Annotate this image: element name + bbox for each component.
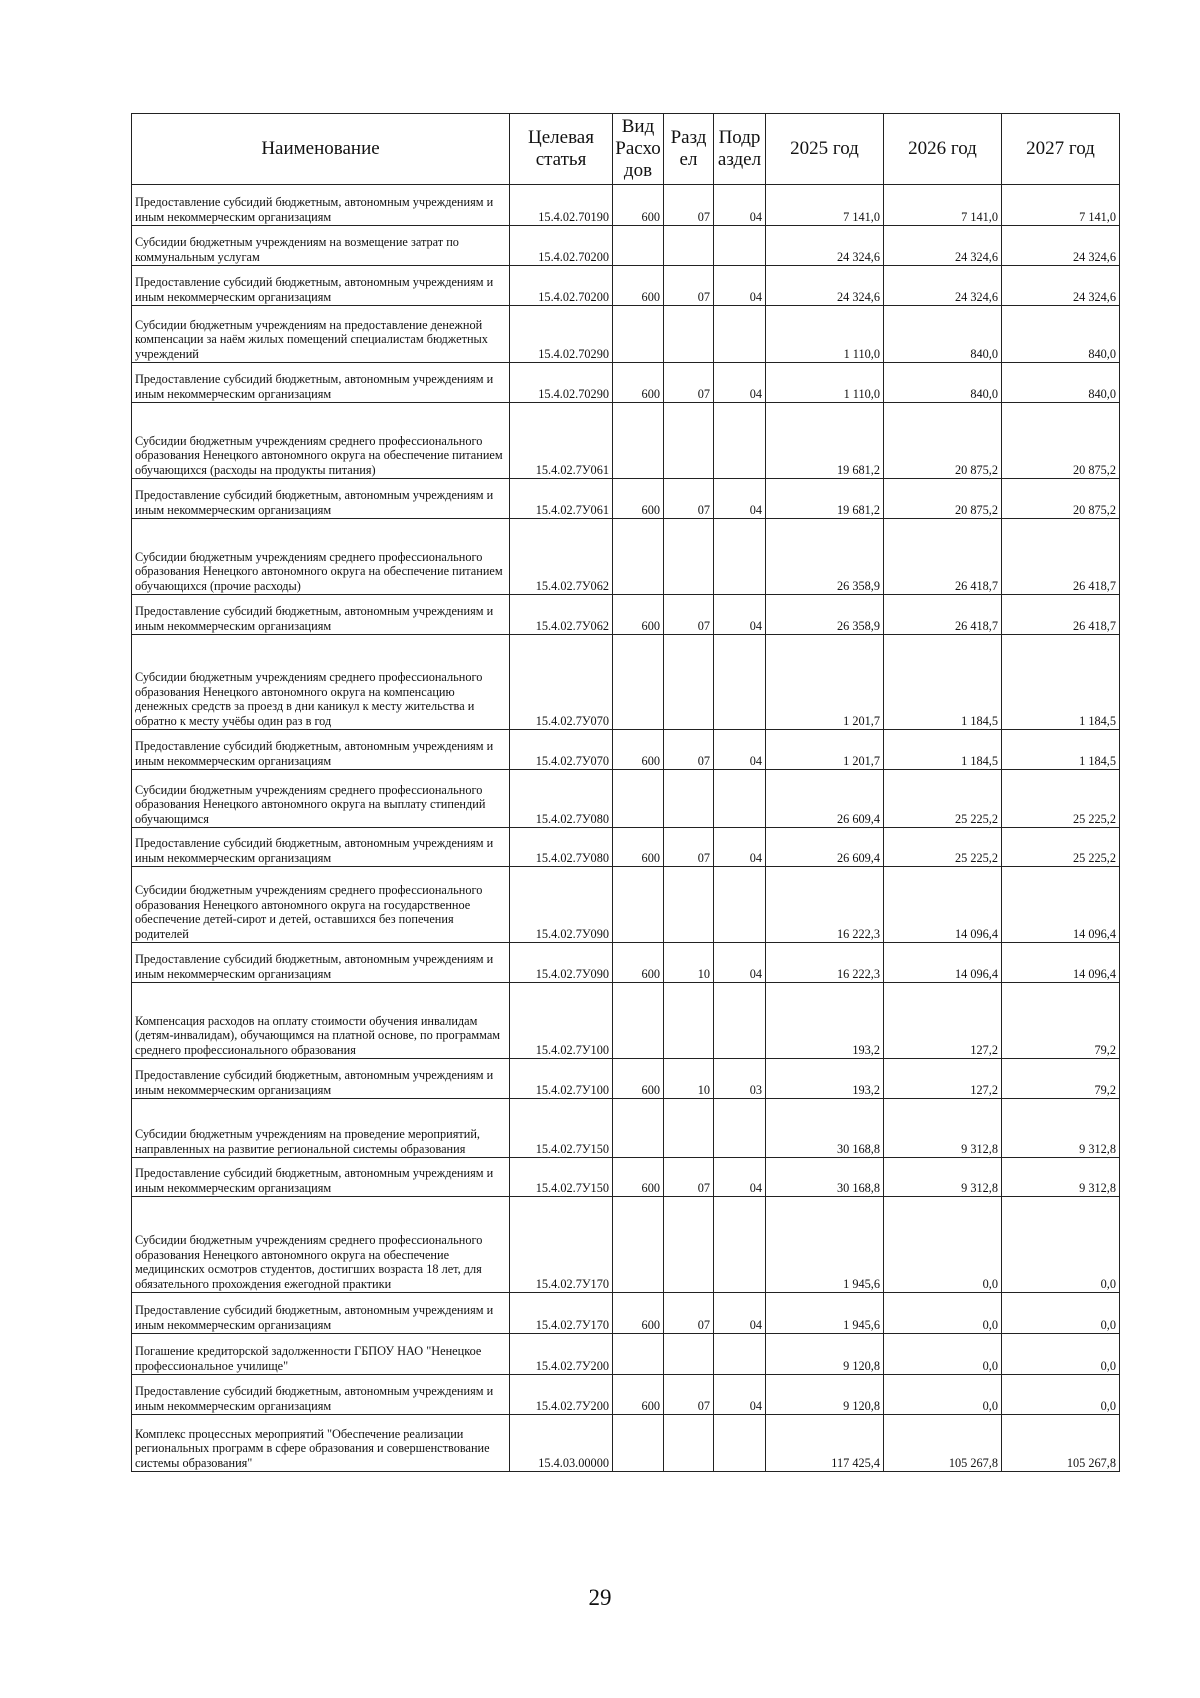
header-expense-type: Вид Расхо дов xyxy=(613,114,664,185)
table-row xyxy=(132,306,1120,363)
cell-expense-type xyxy=(613,770,664,828)
page-number: 29 xyxy=(588,1585,612,1610)
cell-subsection xyxy=(714,635,766,730)
cell-target-article: 15.4.02.7У080 xyxy=(510,770,613,828)
cell-subsection xyxy=(714,519,766,595)
cell-target-article: 15.4.02.7У100 xyxy=(510,1059,613,1099)
cell-year-2025: 26 358,9 xyxy=(766,595,884,635)
cell-section xyxy=(664,983,714,1059)
cell-year-2026: 20 875,2 xyxy=(884,403,1002,479)
cell-name: Предоставление субсидий бюджетным, автономным учреждениям и иным некоммерческим организациям xyxy=(132,266,510,306)
cell-year-2026: 14 096,4 xyxy=(884,867,1002,943)
cell-expense-type xyxy=(613,983,664,1059)
cell-year-2027: 7 141,0 xyxy=(1002,185,1120,226)
header-year-2025: 2025 год xyxy=(766,114,884,185)
cell-year-2026: 1 184,5 xyxy=(884,635,1002,730)
cell-target-article: 15.4.02.7У090 xyxy=(510,867,613,943)
cell-name: Предоставление субсидий бюджетным, автономным учреждениям и иным некоммерческим организациям xyxy=(132,828,510,867)
cell-year-2026: 840,0 xyxy=(884,363,1002,403)
table-body xyxy=(132,185,1120,1472)
cell-year-2025: 1 201,7 xyxy=(766,730,884,770)
cell-target-article: 15.4.02.7У100 xyxy=(510,983,613,1059)
table-header-row xyxy=(132,114,1120,185)
cell-name: Предоставление субсидий бюджетным, автономным учреждениям и иным некоммерческим организациям xyxy=(132,185,510,226)
cell-year-2026: 25 225,2 xyxy=(884,770,1002,828)
table-row xyxy=(132,266,1120,306)
cell-year-2027: 24 324,6 xyxy=(1002,266,1120,306)
cell-year-2026: 0,0 xyxy=(884,1293,1002,1334)
cell-name: Предоставление субсидий бюджетным, автономным учреждениям и иным некоммерческим организациям xyxy=(132,1158,510,1197)
table-row xyxy=(132,1099,1120,1158)
table-row xyxy=(132,1334,1120,1375)
cell-year-2027: 79,2 xyxy=(1002,1059,1120,1099)
cell-year-2026: 1 184,5 xyxy=(884,730,1002,770)
cell-subsection: 04 xyxy=(714,595,766,635)
cell-section: 07 xyxy=(664,479,714,519)
cell-expense-type xyxy=(613,1334,664,1375)
cell-expense-type: 600 xyxy=(613,479,664,519)
cell-year-2025: 1 201,7 xyxy=(766,635,884,730)
cell-year-2025: 1 945,6 xyxy=(766,1197,884,1293)
table-row xyxy=(132,479,1120,519)
cell-section: 10 xyxy=(664,1059,714,1099)
cell-subsection xyxy=(714,306,766,363)
cell-year-2027: 1 184,5 xyxy=(1002,635,1120,730)
cell-target-article: 15.4.02.7У170 xyxy=(510,1293,613,1334)
header-year-2026: 2026 год xyxy=(884,114,1002,185)
cell-section: 07 xyxy=(664,185,714,226)
cell-section xyxy=(664,1197,714,1293)
cell-target-article: 15.4.02.7У070 xyxy=(510,635,613,730)
cell-year-2027: 14 096,4 xyxy=(1002,943,1120,983)
cell-name: Предоставление субсидий бюджетным, автономным учреждениям и иным некоммерческим организациям xyxy=(132,1375,510,1415)
cell-year-2026: 24 324,6 xyxy=(884,266,1002,306)
cell-subsection xyxy=(714,867,766,943)
cell-subsection: 04 xyxy=(714,730,766,770)
table-row xyxy=(132,1293,1120,1334)
cell-subsection: 04 xyxy=(714,1293,766,1334)
cell-year-2026: 9 312,8 xyxy=(884,1099,1002,1158)
cell-year-2025: 26 609,4 xyxy=(766,770,884,828)
cell-target-article: 15.4.02.7У062 xyxy=(510,519,613,595)
cell-year-2025: 9 120,8 xyxy=(766,1375,884,1415)
cell-year-2027: 105 267,8 xyxy=(1002,1415,1120,1472)
cell-section: 07 xyxy=(664,1158,714,1197)
header-subsection: Подр аздел xyxy=(714,114,766,185)
cell-year-2027: 840,0 xyxy=(1002,306,1120,363)
table-row xyxy=(132,943,1120,983)
table-row xyxy=(132,867,1120,943)
cell-expense-type xyxy=(613,306,664,363)
cell-target-article: 15.4.02.70200 xyxy=(510,266,613,306)
cell-subsection: 04 xyxy=(714,1375,766,1415)
cell-name: Субсидии бюджетным учреждениям среднего профессионального образования Ненецкого автономного округа на государственное обеспечение детей-сирот и детей, оставшихся без попечения родителей xyxy=(132,867,510,943)
table-row xyxy=(132,770,1120,828)
cell-year-2027: 20 875,2 xyxy=(1002,403,1120,479)
header-target-article: Целевая статья xyxy=(510,114,613,185)
cell-section xyxy=(664,635,714,730)
cell-year-2027: 9 312,8 xyxy=(1002,1158,1120,1197)
cell-year-2026: 840,0 xyxy=(884,306,1002,363)
table-row xyxy=(132,730,1120,770)
cell-expense-type: 600 xyxy=(613,943,664,983)
cell-year-2027: 0,0 xyxy=(1002,1334,1120,1375)
cell-year-2026: 26 418,7 xyxy=(884,519,1002,595)
cell-subsection xyxy=(714,770,766,828)
cell-section: 10 xyxy=(664,943,714,983)
cell-target-article: 15.4.02.7У062 xyxy=(510,595,613,635)
cell-year-2025: 30 168,8 xyxy=(766,1099,884,1158)
header-year-2027: 2027 год xyxy=(1002,114,1120,185)
cell-target-article: 15.4.02.7У090 xyxy=(510,943,613,983)
cell-year-2027: 26 418,7 xyxy=(1002,519,1120,595)
cell-subsection: 03 xyxy=(714,1059,766,1099)
cell-subsection xyxy=(714,1334,766,1375)
cell-subsection: 04 xyxy=(714,943,766,983)
cell-section xyxy=(664,226,714,266)
header-section: Разд ел xyxy=(664,114,714,185)
cell-target-article: 15.4.02.70200 xyxy=(510,226,613,266)
cell-section: 07 xyxy=(664,1293,714,1334)
cell-year-2026: 25 225,2 xyxy=(884,828,1002,867)
cell-year-2026: 20 875,2 xyxy=(884,479,1002,519)
cell-year-2027: 0,0 xyxy=(1002,1293,1120,1334)
cell-target-article: 15.4.02.7У200 xyxy=(510,1334,613,1375)
cell-section: 07 xyxy=(664,730,714,770)
table-row xyxy=(132,403,1120,479)
cell-year-2027: 14 096,4 xyxy=(1002,867,1120,943)
cell-target-article: 15.4.02.7У080 xyxy=(510,828,613,867)
cell-name: Предоставление субсидий бюджетным, автономным учреждениям и иным некоммерческим организациям xyxy=(132,943,510,983)
cell-expense-type: 600 xyxy=(613,595,664,635)
cell-subsection: 04 xyxy=(714,1158,766,1197)
cell-year-2026: 14 096,4 xyxy=(884,943,1002,983)
cell-name: Субсидии бюджетным учреждениям на предоставление денежной компенсации за наём жилых помещений специалистам бюджетных учреждений xyxy=(132,306,510,363)
cell-expense-type xyxy=(613,1099,664,1158)
cell-section xyxy=(664,306,714,363)
cell-year-2027: 26 418,7 xyxy=(1002,595,1120,635)
cell-subsection: 04 xyxy=(714,363,766,403)
cell-target-article: 15.4.02.70290 xyxy=(510,363,613,403)
table-row xyxy=(132,363,1120,403)
cell-subsection: 04 xyxy=(714,266,766,306)
cell-year-2025: 7 141,0 xyxy=(766,185,884,226)
cell-subsection xyxy=(714,1415,766,1472)
cell-expense-type: 600 xyxy=(613,363,664,403)
cell-year-2025: 30 168,8 xyxy=(766,1158,884,1197)
table-row xyxy=(132,1158,1120,1197)
cell-name: Субсидии бюджетным учреждениям среднего профессионального образования Ненецкого автономного округа на компенсацию денежных средств за проезд в дни каникул к месту жительства и обратно к месту учёбы один раз в год xyxy=(132,635,510,730)
cell-name: Субсидии бюджетным учреждениям на проведение мероприятий, направленных на развитие региональной системы образования xyxy=(132,1099,510,1158)
cell-section: 07 xyxy=(664,363,714,403)
cell-target-article: 15.4.02.7У061 xyxy=(510,479,613,519)
cell-year-2026: 105 267,8 xyxy=(884,1415,1002,1472)
cell-name: Предоставление субсидий бюджетным, автономным учреждениям и иным некоммерческим организациям xyxy=(132,730,510,770)
cell-year-2027: 1 184,5 xyxy=(1002,730,1120,770)
cell-target-article: 15.4.02.70190 xyxy=(510,185,613,226)
cell-year-2027: 20 875,2 xyxy=(1002,479,1120,519)
table-row xyxy=(132,1197,1120,1293)
table-row xyxy=(132,1375,1120,1415)
cell-subsection xyxy=(714,983,766,1059)
cell-year-2025: 193,2 xyxy=(766,1059,884,1099)
cell-year-2025: 16 222,3 xyxy=(766,943,884,983)
table-row xyxy=(132,226,1120,266)
cell-year-2025: 19 681,2 xyxy=(766,479,884,519)
cell-expense-type xyxy=(613,403,664,479)
cell-year-2025: 24 324,6 xyxy=(766,226,884,266)
cell-year-2025: 1 110,0 xyxy=(766,363,884,403)
cell-name: Субсидии бюджетным учреждениям среднего профессионального образования Ненецкого автономного округа на обеспечение медицинских осмотров студентов, достигших возраста 18 лет, для обязательного прохождения ежегодной практики xyxy=(132,1197,510,1293)
cell-year-2026: 127,2 xyxy=(884,983,1002,1059)
cell-year-2027: 9 312,8 xyxy=(1002,1099,1120,1158)
cell-subsection xyxy=(714,1197,766,1293)
table-row xyxy=(132,1059,1120,1099)
cell-target-article: 15.4.02.7У070 xyxy=(510,730,613,770)
cell-year-2026: 0,0 xyxy=(884,1197,1002,1293)
cell-year-2027: 24 324,6 xyxy=(1002,226,1120,266)
cell-section: 07 xyxy=(664,828,714,867)
cell-name: Субсидии бюджетным учреждениям на возмещение затрат по коммунальным услугам xyxy=(132,226,510,266)
cell-name: Субсидии бюджетным учреждениям среднего профессионального образования Ненецкого автономного округа на выплату стипендий обучающимся xyxy=(132,770,510,828)
table-row xyxy=(132,635,1120,730)
cell-subsection xyxy=(714,403,766,479)
table-row xyxy=(132,595,1120,635)
header-name: Наименование xyxy=(132,114,510,185)
cell-year-2026: 9 312,8 xyxy=(884,1158,1002,1197)
cell-year-2027: 25 225,2 xyxy=(1002,828,1120,867)
cell-year-2025: 24 324,6 xyxy=(766,266,884,306)
cell-subsection xyxy=(714,226,766,266)
cell-year-2027: 0,0 xyxy=(1002,1197,1120,1293)
cell-year-2025: 1 945,6 xyxy=(766,1293,884,1334)
cell-year-2026: 0,0 xyxy=(884,1334,1002,1375)
cell-section xyxy=(664,403,714,479)
cell-year-2025: 9 120,8 xyxy=(766,1334,884,1375)
cell-subsection: 04 xyxy=(714,479,766,519)
cell-section xyxy=(664,1334,714,1375)
cell-expense-type xyxy=(613,635,664,730)
cell-expense-type xyxy=(613,1415,664,1472)
cell-expense-type: 600 xyxy=(613,266,664,306)
cell-expense-type: 600 xyxy=(613,1059,664,1099)
cell-expense-type: 600 xyxy=(613,730,664,770)
cell-subsection: 04 xyxy=(714,828,766,867)
cell-year-2027: 840,0 xyxy=(1002,363,1120,403)
cell-section xyxy=(664,867,714,943)
cell-year-2025: 16 222,3 xyxy=(766,867,884,943)
budget-table xyxy=(131,113,1120,1472)
cell-expense-type xyxy=(613,1197,664,1293)
cell-expense-type: 600 xyxy=(613,1293,664,1334)
cell-year-2026: 0,0 xyxy=(884,1375,1002,1415)
cell-name: Субсидии бюджетным учреждениям среднего профессионального образования Ненецкого автономного округа на обеспечение питанием обучающихся (расходы на продукты питания) xyxy=(132,403,510,479)
cell-year-2025: 117 425,4 xyxy=(766,1415,884,1472)
cell-year-2027: 25 225,2 xyxy=(1002,770,1120,828)
cell-expense-type: 600 xyxy=(613,828,664,867)
cell-target-article: 15.4.02.7У150 xyxy=(510,1099,613,1158)
cell-subsection: 04 xyxy=(714,185,766,226)
cell-year-2025: 19 681,2 xyxy=(766,403,884,479)
cell-section: 07 xyxy=(664,266,714,306)
cell-target-article: 15.4.02.7У200 xyxy=(510,1375,613,1415)
cell-expense-type xyxy=(613,867,664,943)
cell-name: Компенсация расходов на оплату стоимости обучения инвалидам (детям-инвалидам), обучающимся на платной основе, по программам среднего профессионального образования xyxy=(132,983,510,1059)
cell-expense-type xyxy=(613,226,664,266)
cell-name: Комплекс процессных мероприятий "Обеспечение реализации региональных программ в сфере образования и совершенствование системы образования" xyxy=(132,1415,510,1472)
cell-year-2025: 26 358,9 xyxy=(766,519,884,595)
cell-target-article: 15.4.02.70290 xyxy=(510,306,613,363)
cell-name: Погашение кредиторской задолженности ГБПОУ НАО "Ненецкое профессиональное училище" xyxy=(132,1334,510,1375)
table-row xyxy=(132,983,1120,1059)
cell-name: Предоставление субсидий бюджетным, автономным учреждениям и иным некоммерческим организациям xyxy=(132,595,510,635)
cell-name: Предоставление субсидий бюджетным, автономным учреждениям и иным некоммерческим организациям xyxy=(132,1059,510,1099)
cell-year-2027: 79,2 xyxy=(1002,983,1120,1059)
cell-year-2026: 127,2 xyxy=(884,1059,1002,1099)
cell-target-article: 15.4.02.7У170 xyxy=(510,1197,613,1293)
cell-section xyxy=(664,1099,714,1158)
cell-subsection xyxy=(714,1099,766,1158)
cell-expense-type: 600 xyxy=(613,1375,664,1415)
cell-year-2026: 7 141,0 xyxy=(884,185,1002,226)
cell-year-2025: 26 609,4 xyxy=(766,828,884,867)
table-row xyxy=(132,185,1120,226)
cell-section xyxy=(664,1415,714,1472)
cell-year-2025: 1 110,0 xyxy=(766,306,884,363)
table-row xyxy=(132,519,1120,595)
cell-expense-type: 600 xyxy=(613,185,664,226)
cell-name: Предоставление субсидий бюджетным, автономным учреждениям и иным некоммерческим организациям xyxy=(132,363,510,403)
cell-section: 07 xyxy=(664,595,714,635)
cell-expense-type xyxy=(613,519,664,595)
cell-year-2026: 24 324,6 xyxy=(884,226,1002,266)
cell-name: Субсидии бюджетным учреждениям среднего профессионального образования Ненецкого автономного округа на обеспечение питанием обучающихся (прочие расходы) xyxy=(132,519,510,595)
cell-target-article: 15.4.02.7У150 xyxy=(510,1158,613,1197)
cell-expense-type: 600 xyxy=(613,1158,664,1197)
cell-section xyxy=(664,770,714,828)
cell-year-2027: 0,0 xyxy=(1002,1375,1120,1415)
cell-name: Предоставление субсидий бюджетным, автономным учреждениям и иным некоммерческим организациям xyxy=(132,479,510,519)
cell-section: 07 xyxy=(664,1375,714,1415)
table-row xyxy=(132,828,1120,867)
cell-name: Предоставление субсидий бюджетным, автономным учреждениям и иным некоммерческим организациям xyxy=(132,1293,510,1334)
cell-target-article: 15.4.02.7У061 xyxy=(510,403,613,479)
cell-year-2025: 193,2 xyxy=(766,983,884,1059)
cell-year-2026: 26 418,7 xyxy=(884,595,1002,635)
cell-target-article: 15.4.03.00000 xyxy=(510,1415,613,1472)
table-row xyxy=(132,1415,1120,1472)
cell-section xyxy=(664,519,714,595)
